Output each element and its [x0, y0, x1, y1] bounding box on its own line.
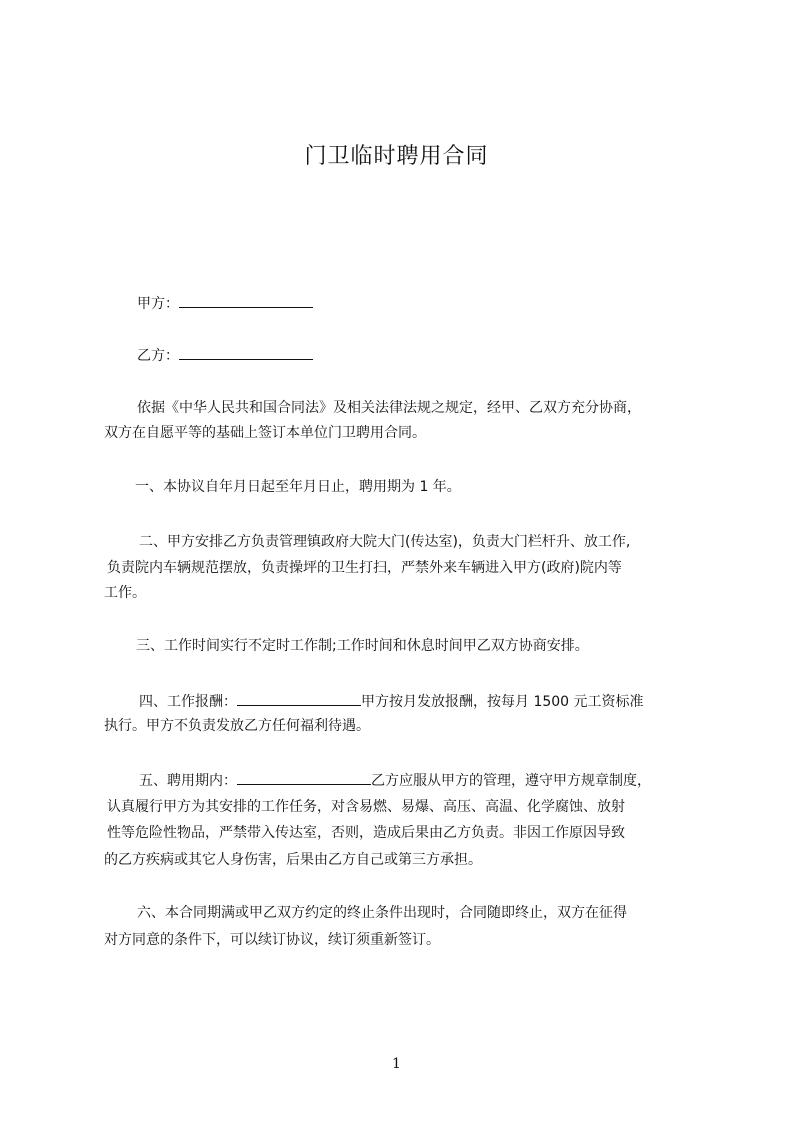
- clause-4-lead: 四、工作报酬：: [139, 694, 237, 710]
- clause-5-line-1: [139, 767, 739, 794]
- clause-1-line-1: 一、本协议自年月日起至年月日止，聘用期为 1 年。: [135, 479, 461, 495]
- party-a-blank: [179, 290, 313, 308]
- clause-5-rest: 乙方应服从甲方的管理，遵守甲方规章制度，: [371, 773, 651, 789]
- clause-6-line-1: 六、本合同期满或甲乙双方约定的终止条件出现时，合同随即终止，双方在征得: [137, 905, 627, 921]
- page-number: 1: [392, 1056, 401, 1072]
- clause-4-line-1: [139, 688, 739, 715]
- clause-5-lead: 五、聘用期内：: [139, 773, 237, 789]
- party-b-blank: [179, 342, 313, 360]
- intro-line-1: 依据《中华人民共和国合同法》及相关法律法规之规定，经甲、乙双方充分协商，: [137, 400, 641, 416]
- clause-3-line-1: 三、工作时间实行不定时工作制;工作时间和休息时间甲乙双方协商安排。: [136, 638, 589, 654]
- clause-2-line-1: 二、甲方安排乙方负责管理镇政府大院大门(传达室)，负责大门栏杆升、放工作,: [139, 534, 631, 550]
- clause-4-rest: 甲方按月发放报酬，按每月 1500 元工资标准: [361, 694, 644, 710]
- party-a-label: 甲方：: [137, 296, 179, 312]
- clause-6-line-2: 对方同意的条件下，可以续订协议，续订须重新签订。: [104, 932, 440, 948]
- clause-5-blank: [237, 767, 371, 785]
- document-title: 门卫临时聘用合同: [304, 144, 489, 169]
- clause-5-line-4: 的乙方疾病或其它人身伤害，后果由乙方自己或第三方承担。: [104, 852, 482, 868]
- party-a-line: [137, 290, 737, 317]
- clause-2-line-3: 工作。: [104, 585, 146, 601]
- clause-5-line-2: 认真履行甲方为其安排的工作任务，对含易燃、易爆、高压、高温、化学腐蚀、放射: [107, 799, 625, 815]
- party-b-line: [137, 342, 737, 369]
- intro-line-2: 双方在自愿平等的基础上签订本单位门卫聘用合同。: [104, 425, 426, 441]
- party-b-label: 乙方：: [137, 348, 179, 364]
- clause-5-line-3: 性等危险性物品，严禁带入传达室，否则，造成后果由乙方负责。非因工作原因导致: [107, 825, 625, 841]
- clause-4-line-2: 执行。甲方不负责发放乙方任何福利待遇。: [104, 718, 370, 734]
- clause-2-line-2: 负责院内车辆规范摆放，负责操坪的卫生打扫，严禁外来车辆进入甲方(政府)院内等: [107, 560, 622, 576]
- clause-4-blank: [237, 688, 361, 706]
